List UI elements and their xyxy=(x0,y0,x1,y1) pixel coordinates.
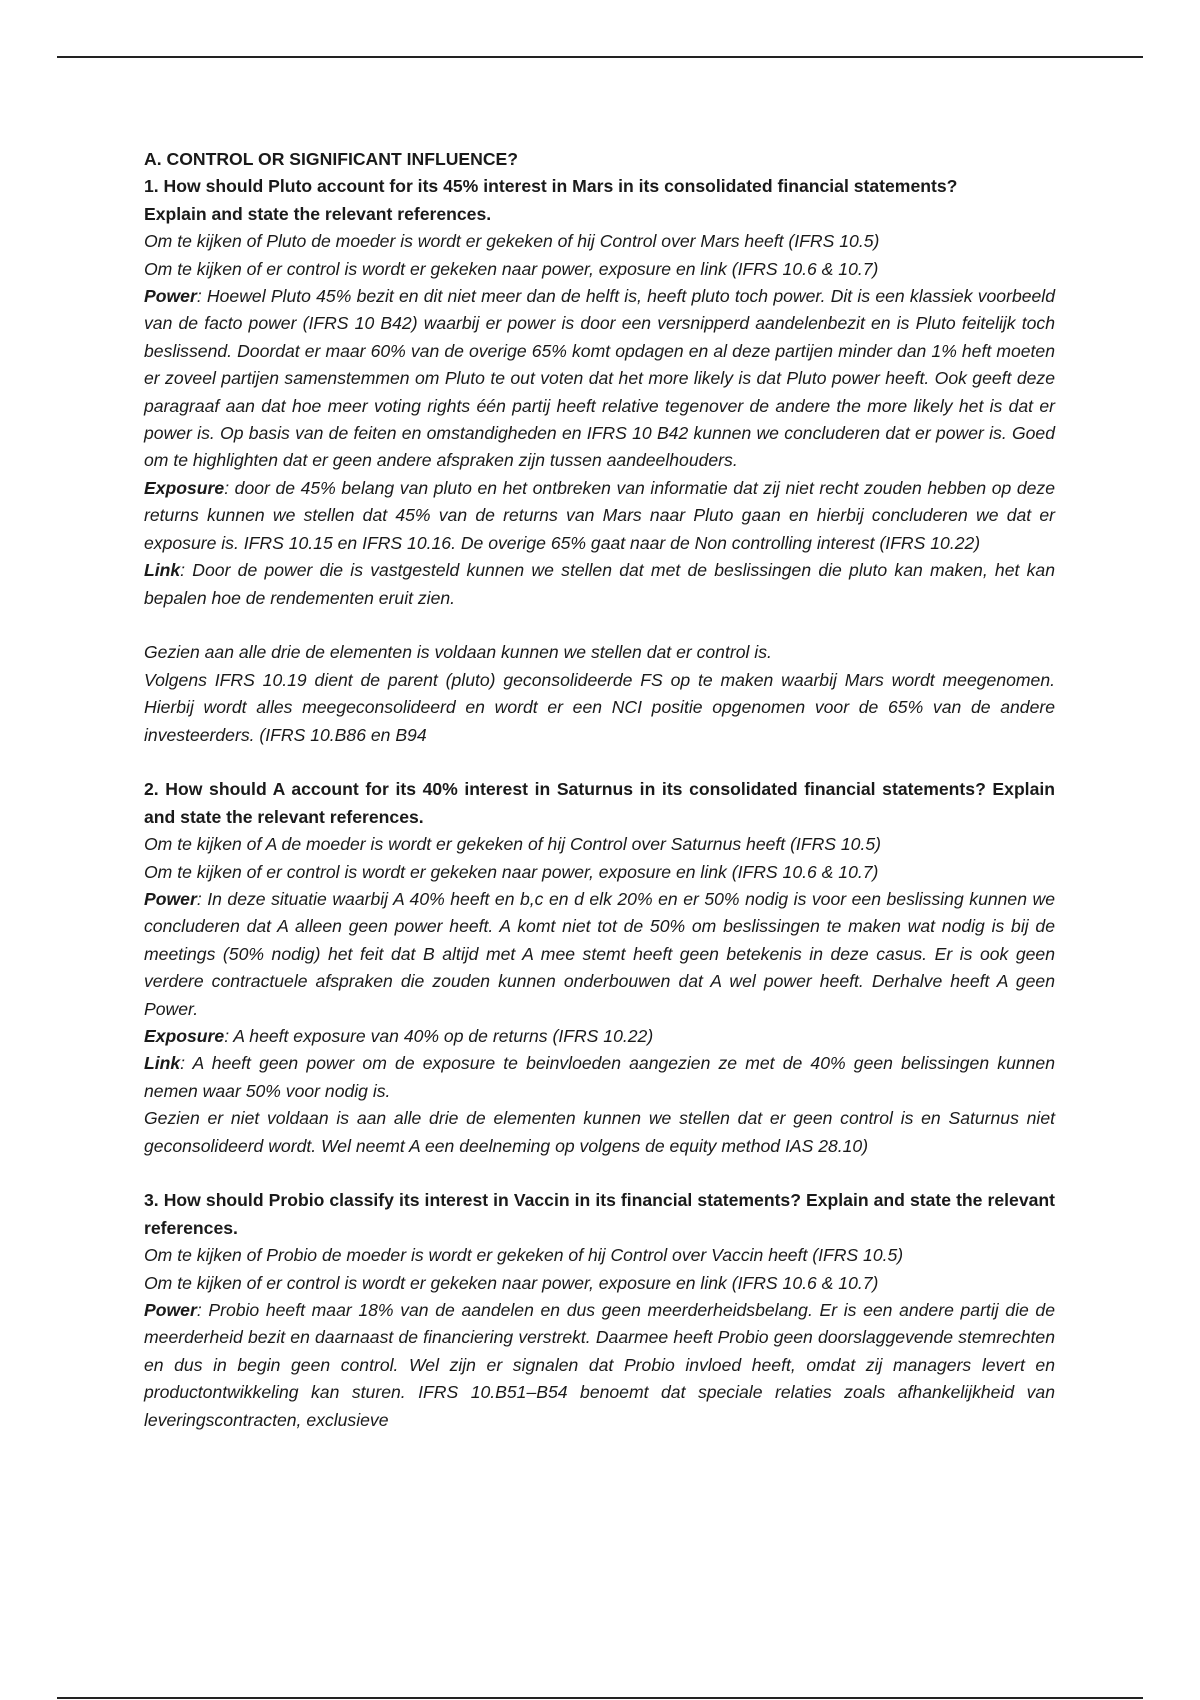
q1-conclusion: Gezien aan alle drie de elementen is voldaan kunnen we stellen dat er control is. xyxy=(144,642,772,663)
q2-power-paragraph xyxy=(144,886,1055,1023)
spacer xyxy=(144,612,1055,639)
q2-link-label: Link xyxy=(144,1053,181,1074)
section-title: A. CONTROL OR SIGNIFICANT INFLUENCE? xyxy=(144,149,519,169)
q3-power-paragraph xyxy=(144,1297,1055,1434)
q2-conclusion: Gezien er niet voldaan is aan alle drie de elementen kunnen we stellen dat er geen control is en Saturnus niet geconsolideerd wordt. Wel neemt A een deelneming op volgens de equity method IAS 28.10) xyxy=(144,1108,1055,1156)
q1-power-paragraph xyxy=(144,283,1055,475)
q2-link-paragraph xyxy=(144,1050,1055,1105)
q1-consolidation-note: Volgens IFRS 10.19 dient de parent (pluto) geconsolideerde FS op te maken waarbij Mars wordt meegenomen. Hierbij wordt alles meegeconsolideerd en wordt er een NCI positie opgenomen voor de 65% van de andere investeerders. (IFRS 10.B86 en B94 xyxy=(144,669,1055,745)
q1-exposure-text: : door de 45% belang van pluto en het ontbreken van informatie dat zij niet recht zouden hebben op deze returns kunnen we stellen dat 45% van de returns van Mars naar Pluto gaan en hierbij concluderen we dat er exposure is. IFRS 10.15 en IFRS 10.16. De overige 65% gaat naar de Non controlling interest (IFRS 10.22) xyxy=(144,477,1055,553)
q1-link-label: Link xyxy=(144,560,181,581)
header-rule xyxy=(57,56,1143,58)
q2-intro-criteria: Om te kijken of er control is wordt er gekeken naar power, exposure en link (IFRS 10.6 & 10.7) xyxy=(144,861,879,882)
q1-intro-criteria: Om te kijken of er control is wordt er gekeken naar power, exposure en link (IFRS 10.6 & 10.7) xyxy=(144,258,879,279)
spacer xyxy=(144,749,1055,776)
question-1-instruction: Explain and state the relevant references. xyxy=(144,203,492,224)
document-body xyxy=(144,146,1055,1434)
q3-intro-criteria: Om te kijken of er control is wordt er gekeken naar power, exposure en link (IFRS 10.6 & 10.7) xyxy=(144,1272,879,1293)
q2-exposure-label: Exposure xyxy=(144,1025,225,1046)
q2-power-label: Power xyxy=(144,888,197,909)
question-1: 1. How should Pluto account for its 45% interest in Mars in its consolidated financial statements? xyxy=(144,176,958,197)
q1-link-text: : Door de power die is vastgesteld kunnen we stellen dat met de beslissingen die pluto kan maken, het kan bepalen hoe de rendementen eruit zien. xyxy=(144,560,1055,608)
q1-exposure-label: Exposure xyxy=(144,477,225,498)
q2-intro-control: Om te kijken of A de moeder is wordt er gekeken of hij Control over Saturnus heeft (IFRS 10.5) xyxy=(144,834,881,855)
q3-power-label: Power xyxy=(144,1300,197,1321)
q1-exposure-paragraph xyxy=(144,475,1055,557)
question-3: 3. How should Probio classify its interest in Vaccin in its financial statements? Explain and state the relevant references. xyxy=(144,1190,1055,1238)
q1-power-text: : Hoewel Pluto 45% bezit en dit niet meer dan de helft is, heeft pluto toch power. Dit is een klassiek voorbeeld van de facto power (IFRS 10 B42) waarbij er power is door een versnipperd aandelenbezit en is Pluto feitelijk toch beslissend. Doordat er maar 60% van de overige 65% komt opdagen en al deze partijen minder dan 1% heft moeten er zoveel partijen samenstemmen om Pluto te out voten dat het more likely is dat Pluto power heeft. Ook geeft deze paragraaf aan dat hoe meer voting rights één partij heeft relative tegenover de andere the more likely het is dat er power is. Op basis van de feiten en omstandigheden en IFRS 10 B42 kunnen we concluderen dat er power is. Goed om te highlighten dat er geen andere afspraken zijn tussen aandeelhouders. xyxy=(144,286,1055,471)
q2-link-text: : A heeft geen power om de exposure te beinvloeden aangezien ze met de 40% geen belissingen kunnen nemen waar 50% voor nodig is. xyxy=(144,1053,1055,1101)
q1-link-paragraph xyxy=(144,557,1055,612)
q2-exposure-text: : A heeft exposure van 40% op de returns (IFRS 10.22) xyxy=(224,1025,654,1046)
q1-power-label: Power xyxy=(144,286,197,307)
question-2: 2. How should A account for its 40% interest in Saturnus in its consolidated financial statements? Explain and state the relevant references. xyxy=(144,779,1055,827)
q1-intro-control: Om te kijken of Pluto de moeder is wordt er gekeken of hij Control over Mars heeft (IFRS 10.5) xyxy=(144,231,880,252)
q2-power-text: : In deze situatie waarbij A 40% heeft en b,c en d elk 20% en er 50% nodig is voor een beslissing kunnen we concluderen dat A alleen geen power heeft. A komt niet tot de 50% om beslissingen te maken wat nodig is bij de meetings (50% nodig) het feit dat B altijd met A mee stemt heeft geen betekenis in deze casus. Er is ook geen verdere contractuele afspraken die zouden kunnen onderbouwen dat A wel power heeft. Derhalve heeft A geen Power. xyxy=(144,888,1055,1019)
footer-rule xyxy=(57,1697,1143,1699)
q3-power-text: : Probio heeft maar 18% van de aandelen en dus geen meerderheidsbelang. Er is een andere partij die de meerderheid bezit en daarnaast de financiering verstrekt. Daarmee heeft Probio geen doorslaggevende stemrechten en dus in begin geen control. Wel zijn er signalen dat Probio invloed heeft, omdat zij managers levert en productontwikkeling kan sturen. IFRS 10.B51–B54 benoemt dat speciale relaties zoals afhankelijkheid van leveringscontracten, exclusieve xyxy=(144,1300,1055,1430)
spacer xyxy=(144,1160,1055,1187)
q2-exposure-paragraph xyxy=(144,1023,1055,1050)
q3-intro-control: Om te kijken of Probio de moeder is wordt er gekeken of hij Control over Vaccin heeft (IFRS 10.5) xyxy=(144,1245,904,1266)
